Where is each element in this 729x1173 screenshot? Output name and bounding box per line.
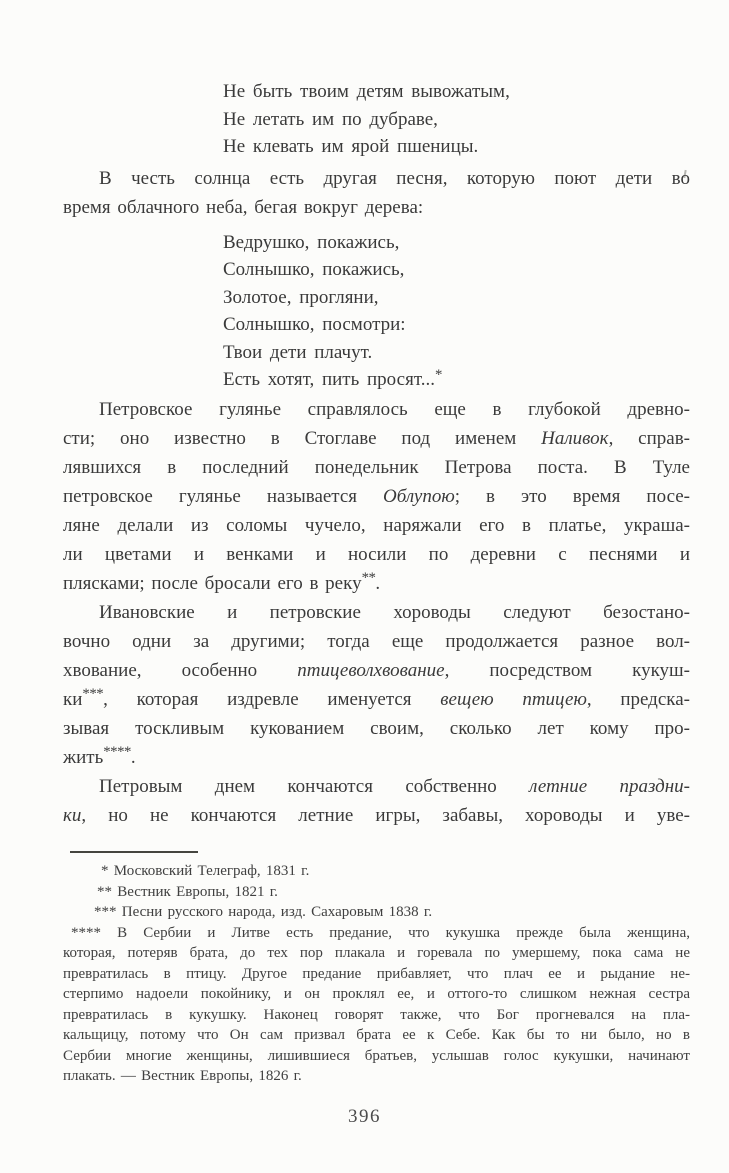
text-run: **** В Сербии и Литве есть предание, что кукушка прежде была женщина, — [71, 924, 690, 941]
text-line — [223, 339, 690, 367]
italic-run: Наливок — [541, 427, 609, 449]
text-run: Не летать им по дубраве, — [223, 108, 438, 130]
text-line — [63, 685, 690, 714]
text-line — [63, 772, 690, 801]
text-line — [63, 801, 690, 830]
text-line — [63, 714, 690, 743]
italic-run: птицеволхвование — [297, 659, 445, 681]
text-run: стерпимо надоели покойнику, и он проклял ее, и оттого-то слишком нежная сестра — [63, 986, 690, 1002]
text-run: плясками; после бросали его в реку — [63, 572, 362, 594]
page-number: 396 — [348, 1106, 381, 1127]
footnote-2 — [63, 882, 690, 903]
text-run: Солнышко, покажись, — [223, 259, 405, 280]
para-khorovody-volkhvovanie — [63, 598, 690, 772]
text-run: время облачного неба, бегая вокруг дерева: — [63, 196, 424, 218]
text-line — [63, 453, 690, 482]
text-line — [63, 1025, 690, 1046]
text-run: петровское гулянье называется — [63, 485, 384, 507]
text-run: Есть хотят, пить просят... — [223, 369, 435, 390]
main-text-column — [63, 78, 690, 830]
text-line — [223, 78, 690, 106]
text-line — [223, 311, 690, 339]
text-line — [63, 598, 690, 627]
text-run: вочно одни за другими; тогда еще продолжается разное вол- — [63, 630, 690, 652]
footnote-marker-asterisks: **** — [103, 744, 131, 761]
text-run: ли цветами и венками и носили по деревни с песнями и — [63, 543, 690, 565]
italic-run: ки — [63, 804, 82, 826]
text-line — [63, 569, 690, 598]
text-line — [63, 424, 690, 453]
text-line — [63, 511, 690, 540]
text-run: . — [375, 572, 381, 594]
text-line — [63, 1005, 690, 1026]
text-run: Петровское гулянье справлялось еще в глубокой древно- — [99, 398, 690, 420]
text-line — [223, 256, 690, 284]
text-line — [63, 743, 690, 772]
text-line — [63, 861, 690, 882]
para-petrov-den-end — [63, 772, 690, 830]
text-run: хвование, особенно — [63, 659, 298, 681]
text-line — [63, 943, 690, 964]
text-run: *** Песни русского народа, изд. Сахаровым 1838 г. — [94, 904, 433, 920]
italic-run: летние праздни- — [529, 775, 691, 797]
text-run: , но не кончаются летние игры, забавы, хороводы и уве- — [81, 804, 690, 826]
text-run: Петровым днем кончаются собственно — [99, 775, 530, 797]
text-line — [223, 366, 690, 394]
text-run: сти; оно известно в Стоглаве под именем — [63, 427, 542, 449]
text-run: , которая издревле именуется — [103, 688, 441, 710]
text-run: плакать. — Вестник Европы, 1826 г. — [63, 1068, 302, 1084]
text-run: которая, потеряв брата, до тех пор плакала и горевала по умершему, пока сама не — [63, 945, 690, 961]
text-line — [223, 106, 690, 134]
text-run: Ивановские и петровские хороводы следуют безостано- — [99, 601, 690, 623]
text-line — [63, 656, 690, 685]
text-line — [223, 284, 690, 312]
footnote-4 — [63, 923, 690, 1087]
text-line — [63, 1046, 690, 1067]
text-line — [63, 964, 690, 985]
poem-children-birds — [63, 78, 690, 161]
text-run: , справ- — [608, 427, 690, 449]
text-run: , предска- — [586, 688, 690, 710]
text-line — [63, 540, 690, 569]
text-line — [63, 902, 690, 923]
footnote-3 — [63, 902, 690, 923]
text-line — [223, 133, 690, 161]
text-line — [63, 193, 690, 222]
text-run: , посредством кукуш- — [444, 659, 690, 681]
text-line — [63, 882, 690, 903]
text-run: зывая тоскливым кукованием своим, сколько лет кому про- — [63, 717, 690, 739]
footnote-separator — [70, 851, 198, 853]
text-run: Сербии многие женщины, лишившиеся братьев, услышав голос кукушки, начинают — [63, 1047, 690, 1064]
text-run: жить — [63, 746, 104, 768]
text-run: ки — [63, 688, 83, 710]
text-run: ; в это время посе- — [454, 485, 690, 507]
italic-run: вещею птицею — [440, 688, 587, 710]
text-line — [63, 923, 690, 944]
text-run: * Московский Телеграф, 1831 г. — [101, 863, 310, 879]
text-run: Не быть твоим детям вывожатым, — [223, 81, 510, 102]
text-run: ** Вестник Европы, 1821 г. — [97, 883, 278, 900]
para-sun-song-intro — [63, 164, 690, 222]
text-line — [63, 984, 690, 1005]
text-line — [63, 164, 690, 193]
text-run: Не клевать им ярой пшеницы. — [223, 136, 479, 157]
text-run: Ведрушко, покажись, — [223, 231, 400, 253]
text-run: ляне делали из соломы чучело, наряжали его в платье, украша- — [63, 514, 690, 536]
footnote-marker-asterisks: ** — [361, 570, 376, 587]
text-run: превратилась в кукушку. Наконец говорят также, что Бог прогневался на пла- — [63, 1006, 690, 1023]
text-run: лявшихся в последний понедельник Петрова поста. В Туле — [63, 456, 690, 478]
footnotes-section — [63, 861, 690, 1087]
text-run: превратилась в птицу. Другое предание прибавляет, что плач ее и рыдание не- — [63, 965, 690, 982]
italic-run: Облупою — [383, 485, 455, 507]
text-line — [63, 1066, 690, 1087]
text-line — [63, 482, 690, 511]
text-line — [63, 627, 690, 656]
text-line — [223, 229, 690, 257]
footnote-marker-asterisks: * — [434, 366, 442, 383]
text-run: Твои дети плачут. — [223, 341, 373, 363]
text-run: Золотое, прогляни, — [223, 286, 379, 308]
text-run: кальщицу, потому что Он сам призвал брата ее к Себе. Как бы то ни было, но в — [63, 1027, 690, 1043]
para-petrovskoe-gulyanie — [63, 395, 690, 598]
footnote-marker-asterisks: *** — [82, 686, 104, 703]
text-run: . — [130, 746, 136, 768]
poem-sun-call — [63, 229, 690, 394]
footnote-1 — [63, 861, 690, 882]
text-line — [63, 395, 690, 424]
text-run: Солнышко, посмотри: — [223, 314, 406, 335]
text-run: В честь солнца есть другая песня, которую поют дети во — [99, 167, 690, 189]
